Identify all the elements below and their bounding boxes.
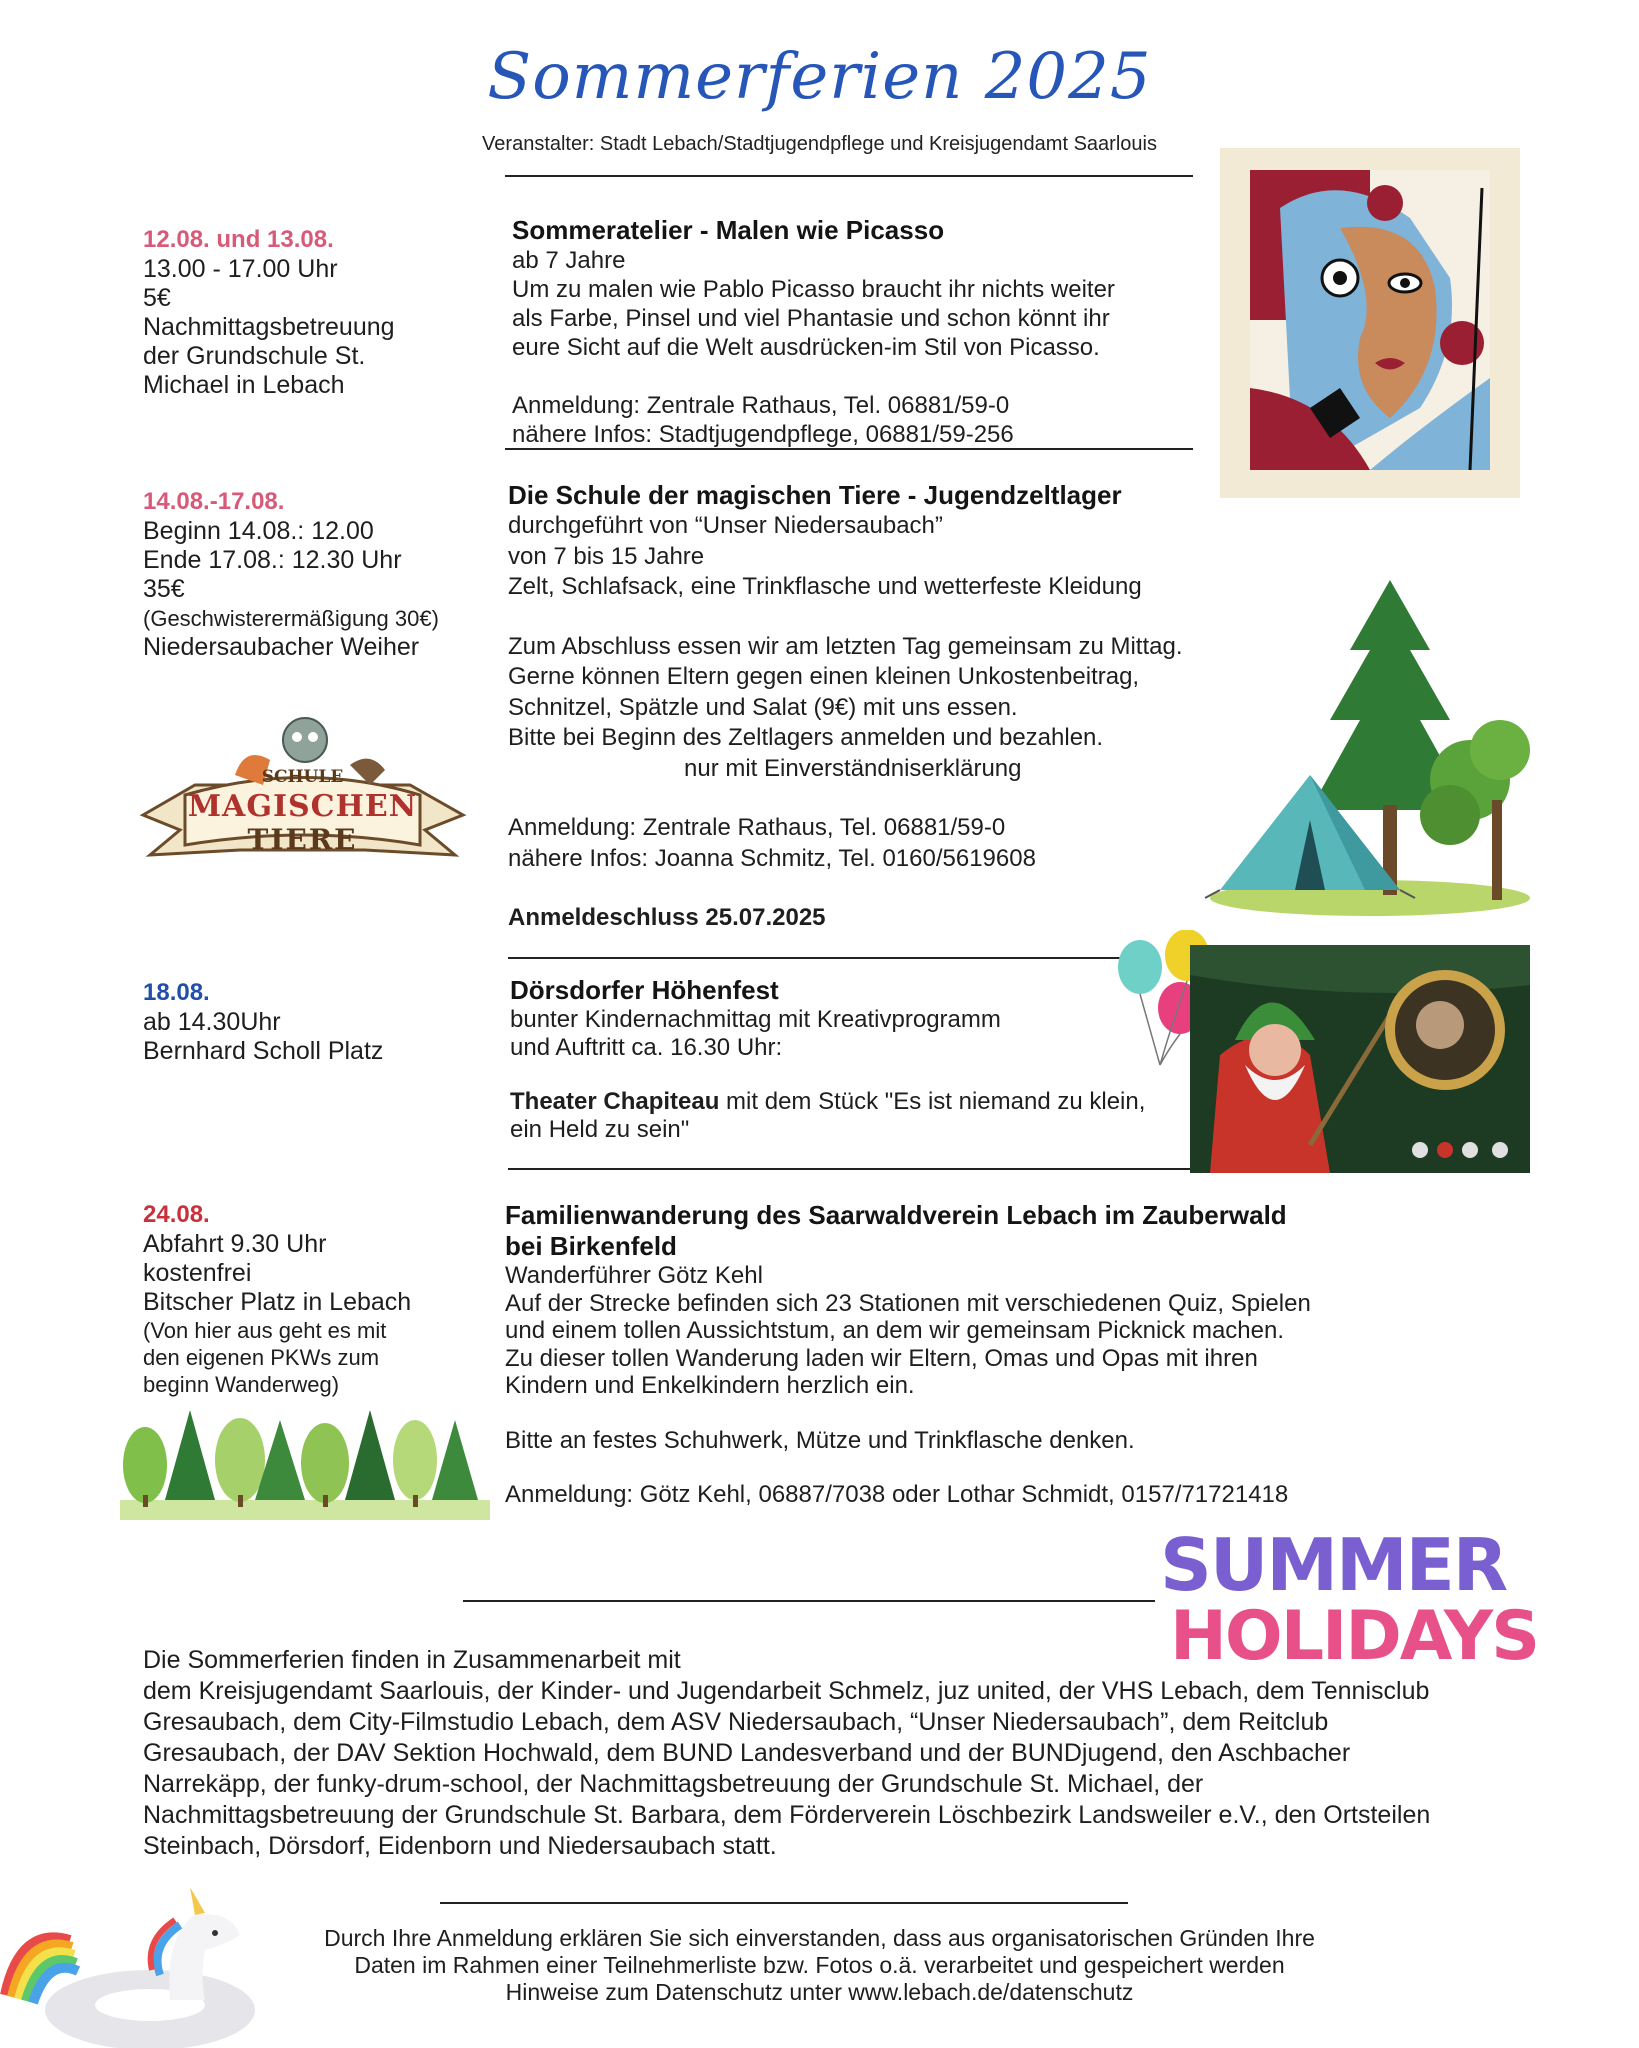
event-4-detail: (Von hier aus geht es mit xyxy=(143,1318,387,1343)
event-1-text: Um zu malen wie Pablo Picasso braucht ihr nichts weiter xyxy=(512,276,1115,303)
picasso-painting-image xyxy=(1220,148,1520,498)
privacy-link-text: Hinweise zum Datenschutz unter www.lebach.de/datenschutz xyxy=(505,1979,1134,2005)
event-1-info: nähere Infos: Stadtjugendpflege, 06881/59-256 xyxy=(512,421,1014,448)
magic-animals-logo xyxy=(135,705,470,880)
consent-note: nur mit Einverständniserklärung xyxy=(684,754,1022,782)
event-1-detail: 13.00 - 17.00 Uhr xyxy=(143,255,338,283)
event-4-date-block xyxy=(143,1200,503,1398)
event-2-text: Zum Abschluss essen wir am letzten Tag gemeinsam zu Mittag. xyxy=(508,632,1183,660)
event-1-text: ab 7 Jahre xyxy=(512,247,626,274)
event-4-note: Bitte an festes Schuhwerk, Mütze und Trinkflasche denken. xyxy=(505,1426,1135,1454)
event-4-detail: kostenfrei xyxy=(143,1259,252,1287)
play-title-continued: ein Held zu sein" xyxy=(510,1116,690,1143)
partners-text: dem Kreisjugendamt Saarlouis, der Kinder- und Jugendarbeit Schmelz, juz united, der VHS Lebach, dem Tennisclub xyxy=(143,1677,1430,1705)
event-3-text: bunter Kindernachmittag mit Kreativprogramm xyxy=(510,1006,1001,1033)
partners-text: Narrekäpp, der funky-drum-school, der Nachmittagsbetreuung der Grundschule St. Michael, der xyxy=(143,1770,1204,1798)
event-2-text: von 7 bis 15 Jahre xyxy=(508,542,705,570)
event-4-date: 24.08. xyxy=(143,1201,210,1228)
logo-text-line: SCHULE xyxy=(261,767,344,787)
event-1-registration: Anmeldung: Zentrale Rathaus, Tel. 06881/59-0 xyxy=(512,392,1010,419)
divider xyxy=(440,1902,1128,1904)
event-4-detail: Abfahrt 9.30 Uhr xyxy=(143,1230,327,1258)
partners-intro: Die Sommerferien finden in Zusammenarbeit mit xyxy=(143,1646,681,1674)
event-3-detail: ab 14.30Uhr xyxy=(143,1008,281,1036)
divider xyxy=(505,175,1193,177)
logo-text-line: TIERE xyxy=(247,823,358,856)
event-2-detail: Ende 17.08.: 12.30 Uhr xyxy=(143,546,402,574)
divider xyxy=(508,957,1120,959)
event-4-detail: beginn Wanderweg) xyxy=(143,1372,340,1397)
event-1-date-block xyxy=(143,225,503,400)
event-2-text: durchgeführt von “Unser Niedersaubach” xyxy=(508,512,943,539)
event-2-text: Schnitzel, Spätzle und Salat (9€) mit uns essen. xyxy=(508,693,1018,721)
event-2-text: Gerne können Eltern gegen einen kleinen Unkostenbeitrag, xyxy=(508,663,1140,690)
event-2-text: Zelt, Schlafsack, eine Trinkflasche und wetterfeste Kleidung xyxy=(508,573,1142,600)
event-1-detail: der Grundschule St. xyxy=(143,342,366,370)
event-4-text: und einem tollen Aussichtstum, an dem wir gemeinsam Picknick machen. xyxy=(505,1317,1285,1344)
logo-line-summer: SUMMER xyxy=(1160,1523,1507,1607)
theater-photo xyxy=(1190,945,1530,1173)
event-2-detail: (Geschwisterermäßigung 30€) xyxy=(143,606,439,631)
divider xyxy=(505,448,1193,450)
partners-text: Gresaubach, dem City-Filmstudio Lebach, dem ASV Niedersaubach, “Unser Niedersaubach”, dem Reitclub xyxy=(143,1708,1329,1736)
event-2-info: nähere Infos: Joanna Schmitz, Tel. 0160/5619608 xyxy=(508,844,1036,872)
event-4-text: Wanderführer Götz Kehl xyxy=(505,1262,763,1289)
privacy-text: Daten im Rahmen einer Teilnehmerliste bzw. Fotos o.ä. verarbeitet und gespeichert werden xyxy=(354,1952,1285,1978)
privacy-text: Durch Ihre Anmeldung erklären Sie sich einverstanden, dass aus organisatorischen Gründen Ihre xyxy=(324,1925,1315,1951)
event-4-registration: Anmeldung: Götz Kehl, 06887/7038 oder Lothar Schmidt, 0157/71721418 xyxy=(505,1481,1289,1508)
partners-text: Steinbach, Dörsdorf, Eidenborn und Niedersaubach statt. xyxy=(143,1832,777,1860)
event-1-detail: Michael in Lebach xyxy=(143,371,345,399)
event-2-date-block xyxy=(143,487,513,662)
privacy-notice xyxy=(150,1925,1489,2006)
logo-text-line: MAGISCHEN xyxy=(187,789,418,824)
event-4-title: Familienwanderung des Saarwaldverein Lebach im Zauberwald xyxy=(505,1200,1287,1230)
event-4-text: Auf der Strecke befinden sich 23 Stationen mit verschiedenen Quiz, Spielen xyxy=(505,1289,1311,1317)
camp-tent-image xyxy=(1200,580,1530,920)
forest-image xyxy=(120,1405,490,1520)
event-3-detail: Bernhard Scholl Platz xyxy=(143,1037,384,1065)
event-2-title: Die Schule der magischen Tiere - Jugendzeltlager xyxy=(508,480,1122,510)
event-1-text: als Farbe, Pinsel und viel Phantasie und schon könnt ihr xyxy=(512,305,1110,332)
event-4-text: Zu dieser tollen Wanderung laden wir Eltern, Omas und Opas mit ihren xyxy=(505,1344,1258,1372)
event-1-content xyxy=(512,215,1212,449)
divider xyxy=(463,1600,1155,1602)
event-3-text: und Auftritt ca. 16.30 Uhr: xyxy=(510,1034,783,1061)
event-1-date: 12.08. und 13.08. xyxy=(143,226,334,253)
partners-text: Gresaubach, der DAV Sektion Hochwald, dem BUND Landesverband und der BUNDjugend, den Aschbacher xyxy=(143,1739,1351,1767)
event-1-detail: Nachmittagsbetreuung xyxy=(143,313,395,341)
event-3-date-block xyxy=(143,978,503,1066)
partners-text: Nachmittagsbetreuung der Grundschule St. Barbara, dem Förderverein Löschbezirk Landsweiler e.V., den Ortsteilen xyxy=(143,1801,1431,1829)
event-2-detail: Beginn 14.08.: 12.00 xyxy=(143,517,374,545)
event-4-content xyxy=(505,1200,1365,1509)
page-title: Sommerferien 2025 xyxy=(487,40,1152,114)
divider xyxy=(508,1168,1190,1170)
event-2-text: Bitte bei Beginn des Zeltlagers anmelden und bezahlen. xyxy=(508,724,1104,751)
event-2-content xyxy=(508,480,1268,934)
event-1-text: eure Sicht auf die Welt ausdrücken-im Stil von Picasso. xyxy=(512,334,1100,361)
event-4-text: Kindern und Enkelkindern herzlich ein. xyxy=(505,1372,915,1399)
event-4-detail: den eigenen PKWs zum xyxy=(143,1345,380,1370)
event-2-registration: Anmeldung: Zentrale Rathaus, Tel. 06881/59-0 xyxy=(508,814,1006,841)
event-2-date: 14.08.-17.08. xyxy=(143,488,285,515)
logo-line-holidays: HOLIDAYS xyxy=(1170,1597,1539,1676)
event-3-date: 18.08. xyxy=(143,979,210,1006)
event-1-title: Sommeratelier - Malen wie Picasso xyxy=(512,215,945,245)
theater-name: Theater Chapiteau xyxy=(510,1088,720,1115)
organizer-line: Veranstalter: Stadt Lebach/Stadtjugendpflege und Kreisjugendamt Saarlouis xyxy=(482,133,1157,155)
event-2-detail: Niedersaubacher Weiher xyxy=(143,633,420,661)
play-title: mit dem Stück "Es ist niemand zu klein, xyxy=(719,1088,1146,1115)
event-4-detail: Bitscher Platz in Lebach xyxy=(143,1288,412,1316)
event-2-detail: 35€ xyxy=(143,575,185,603)
registration-deadline: Anmeldeschluss 25.07.2025 xyxy=(508,904,826,931)
event-3-content xyxy=(510,975,1190,1144)
event-1-detail: 5€ xyxy=(143,284,171,312)
event-4-title-continued: bei Birkenfeld xyxy=(505,1231,677,1261)
partners-section xyxy=(143,1645,1543,1862)
event-3-title: Dörsdorfer Höhenfest xyxy=(510,975,779,1005)
